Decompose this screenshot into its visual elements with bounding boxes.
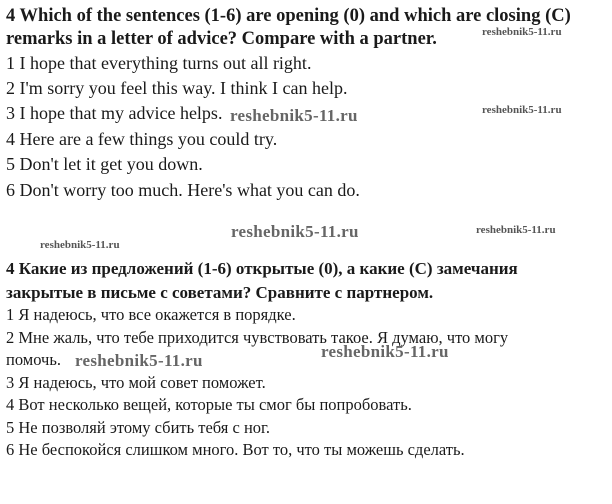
watermark: reshebnik5-11.ru — [476, 224, 556, 236]
english-item: 5 Don't let it get you down. — [6, 154, 203, 174]
russian-item: 2 Мне жаль, что тебе приходится чувствовать такое. Я думаю, что могу — [6, 328, 509, 347]
watermark: reshebnik5-11.ru — [75, 351, 203, 370]
watermark: reshebnik5-11.ru — [482, 26, 562, 38]
english-item: 1 I hope that everything turns out all right. — [6, 53, 312, 73]
russian-item: 1 Я надеюсь, что все окажется в порядке. — [6, 305, 296, 324]
watermark: reshebnik5-11.ru — [40, 239, 120, 251]
english-item: 3 I hope that my advice helps. — [6, 103, 223, 123]
watermark: reshebnik5-11.ru — [230, 106, 358, 125]
russian-item-continuation: помочь. — [6, 350, 61, 369]
watermark: reshebnik5-11.ru — [231, 222, 359, 241]
russian-item: 4 Вот несколько вещей, которые ты смог бы попробовать. — [6, 395, 412, 414]
english-heading-line1: 4 Which of the sentences (1-6) are opening (0) and which are closing (C) — [6, 6, 571, 26]
english-item: 6 Don't worry too much. Here's what you can do. — [6, 180, 360, 200]
english-item: 2 I'm sorry you feel this way. I think I can help. — [6, 78, 348, 98]
watermark: reshebnik5-11.ru — [321, 342, 449, 361]
russian-item: 5 Не позволяй этому сбить тебя с ног. — [6, 418, 271, 437]
english-heading-line2: remarks in a letter of advice? Compare with a partner. — [6, 29, 437, 49]
russian-item: 3 Я надеюсь, что мой совет поможет. — [6, 373, 266, 392]
russian-heading-line1: 4 Какие из предложений (1-6) открытые (0), а какие (С) замечания — [6, 259, 518, 278]
russian-heading-line2: закрытые в письме с советами? Сравните с партнером. — [6, 283, 434, 302]
russian-item: 6 Не беспокойся слишком много. Вот то, что ты можешь сделать. — [6, 440, 465, 459]
watermark: reshebnik5-11.ru — [482, 104, 562, 116]
english-item: 4 Here are a few things you could try. — [6, 129, 278, 149]
